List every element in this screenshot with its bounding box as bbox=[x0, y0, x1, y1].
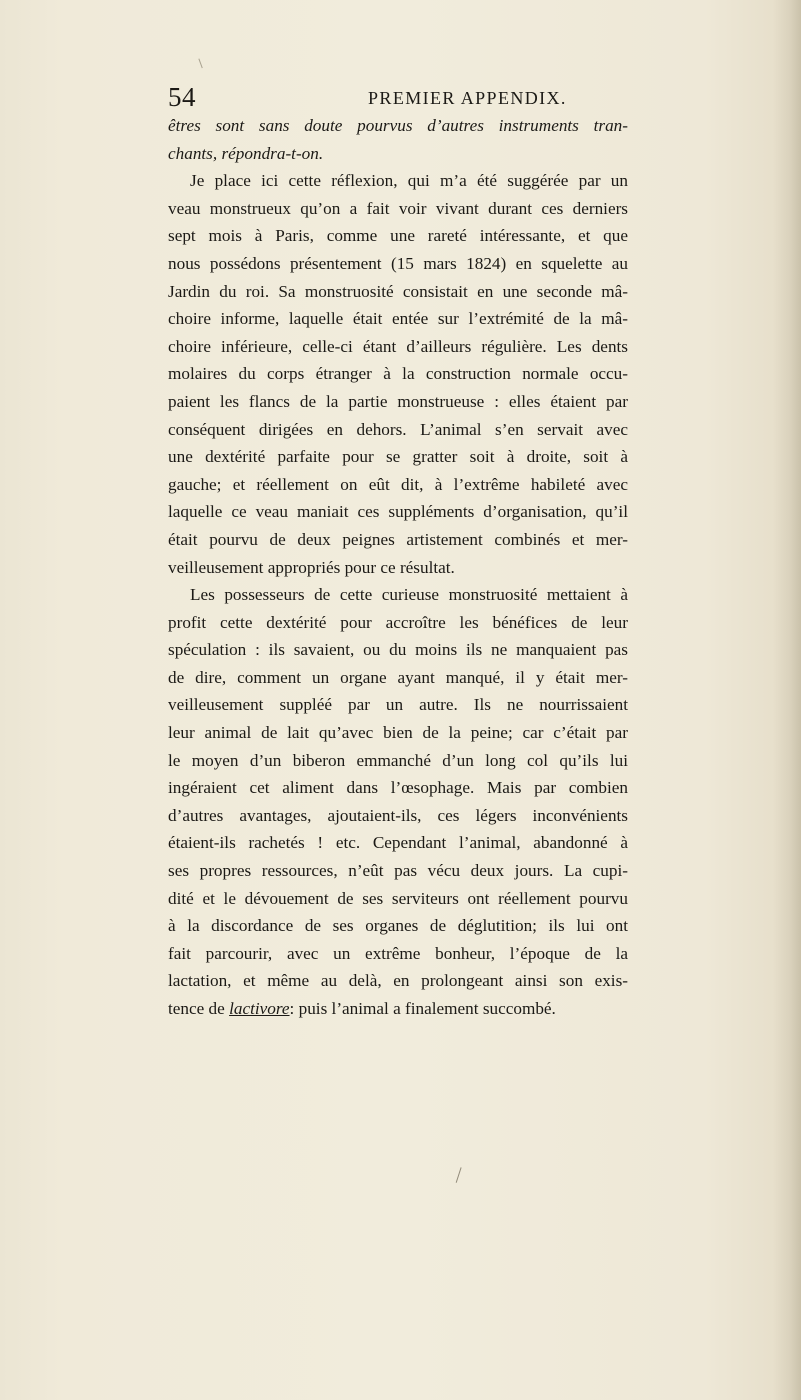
text-line: ingéraient cet aliment dans l’œsophage. Mais par combien bbox=[168, 778, 628, 798]
text-line bbox=[168, 995, 628, 1023]
text-line: dité et le dévouement de ses serviteurs ont réellement pourvu bbox=[168, 888, 628, 908]
stray-ink-mark bbox=[198, 58, 204, 68]
text-line: veilleusement suppléé par un autre. Ils ne nourrissaient bbox=[168, 695, 628, 715]
text-line: êtres sont sans doute pourvus d’autres instruments tran- bbox=[168, 116, 628, 135]
text-line: spéculation : ils savaient, ou du moins ils ne manquaient pas bbox=[168, 640, 628, 660]
text-line: conséquent dirigées en dehors. L’animal s’en servait avec bbox=[168, 419, 628, 439]
text-line: profit cette dextérité pour accroître les bénéfices de leur bbox=[168, 612, 628, 632]
text-line: fait parcourir, avec un extrême bonheur, l’époque de la bbox=[168, 943, 628, 963]
text-line: veilleusement appropriés pour ce résultat. bbox=[168, 557, 455, 577]
emphasized-term: lactivore bbox=[229, 999, 290, 1018]
text-line: à la discordance de ses organes de déglutition; ils lui ont bbox=[168, 916, 628, 936]
text-line bbox=[168, 140, 628, 168]
text-line: ses propres ressources, n’eût pas vécu deux jours. La cupi- bbox=[168, 861, 628, 881]
text-line: de dire, comment un organe ayant manqué, il y était mer- bbox=[168, 667, 628, 687]
text-line: lactation, et même au delà, en prolongeant ainsi son exis- bbox=[168, 971, 628, 991]
body-text bbox=[168, 112, 628, 1023]
text-fragment: tence de bbox=[168, 999, 225, 1018]
text-line: leur animal de lait qu’avec bien de la peine; car c’était par bbox=[168, 723, 628, 743]
text-line: Les possesseurs de cette curieuse monstruosité mettaient à bbox=[190, 585, 628, 605]
text-fragment: : puis l’animal a finalement succombé. bbox=[289, 999, 556, 1018]
text-line: était pourvu de deux peignes artistement combinés et mer- bbox=[168, 529, 628, 549]
text-line: nous possédons présentement (15 mars 1824) en squelette au bbox=[168, 253, 628, 273]
text-line: d’autres avantages, ajoutaient-ils, ces légers inconvénients bbox=[168, 805, 628, 825]
text-line: choire informe, laquelle était entée sur l’extrémité de la mâ- bbox=[168, 309, 628, 329]
text-line: une dextérité parfaite pour se gratter soit à droite, soit à bbox=[168, 447, 628, 467]
text-line: molaires du corps étranger à la construction normale occu- bbox=[168, 364, 628, 384]
text-line: paient les flancs de la partie monstrueuse : elles étaient par bbox=[168, 391, 628, 411]
text-line: étaient-ils rachetés ! etc. Cependant l’animal, abandonné à bbox=[168, 833, 628, 853]
stray-pencil-mark bbox=[456, 1167, 468, 1184]
text-line: choire inférieure, celle-ci étant d’ailleurs régulière. Les dents bbox=[168, 336, 628, 356]
text-line: laquelle ce veau maniait ces suppléments d’organisation, qu’il bbox=[168, 502, 628, 522]
text-line: le moyen d’un biberon emmanché d’un long col qu’ils lui bbox=[168, 750, 628, 770]
text-fragment: chants, répondra-t-on. bbox=[168, 143, 324, 163]
text-line: veau monstrueux qu’on a fait voir vivant durant ces derniers bbox=[168, 198, 628, 218]
page-number: 54 bbox=[168, 82, 196, 112]
text-line: sept mois à Paris, comme une rareté intéressante, et que bbox=[168, 226, 628, 246]
page-edge-shadow bbox=[773, 0, 801, 1400]
running-head: PREMIER APPENDIX. bbox=[368, 88, 567, 108]
text-line: Je place ici cette réflexion, qui m’a été suggérée par un bbox=[190, 171, 628, 191]
text-line: Jardin du roi. Sa monstruosité consistait en une seconde mâ- bbox=[168, 281, 628, 301]
text-line: gauche; et réellement on eût dit, à l’extrême habileté avec bbox=[168, 474, 628, 494]
